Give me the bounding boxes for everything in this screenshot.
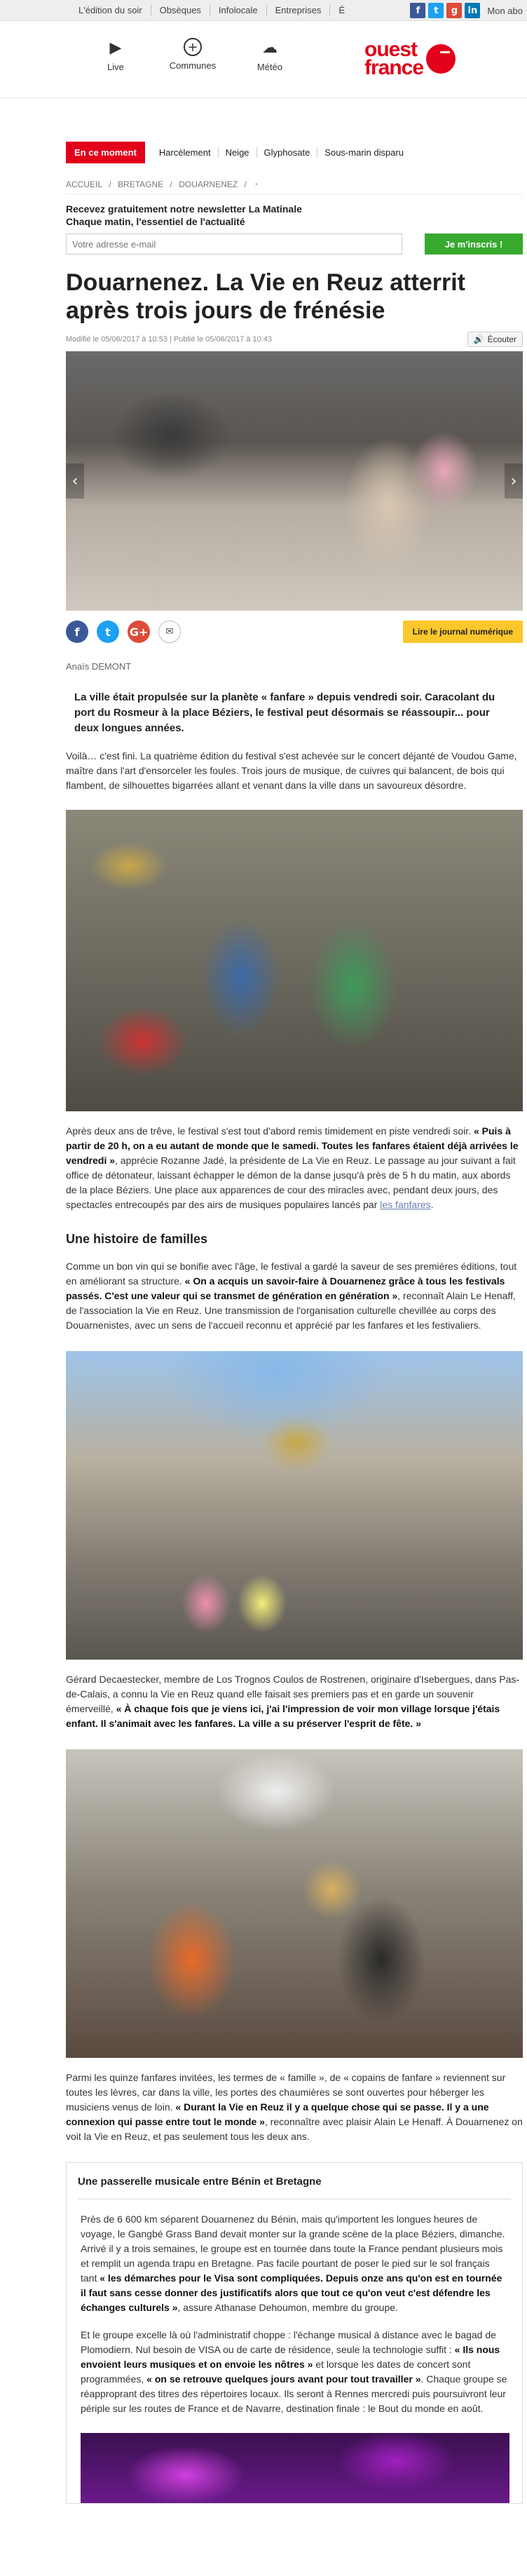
section-heading: Une histoire de familles xyxy=(66,1232,208,1246)
nav-live[interactable] xyxy=(91,38,140,72)
article-paragraph: Gérard Decaestecker, membre de Los Trognos Coulos de Rostrenen, originaire d'Isebergues, dans Pas-de-Calais, a connu la Vie en Reuz quand elle faisait ses premiers pas et en garde un souvenir émerveillé, « À chaque fois que je viens ici, j'ai l'impression de voir mon village lorsque j'étais enfant. Il s'animait avec les fanfares. La ville a su préserver l'esprit de fête. » xyxy=(66,1674,520,1729)
breadcrumb-sep: / xyxy=(244,179,247,189)
chevron-right-icon[interactable]: › xyxy=(505,463,523,499)
quote: « Puis à partir de 20 h, on a eu autant de monde que le samedi. Toutes les fanfares étaient déjà arrivées le vendredi » xyxy=(66,1125,519,1166)
googleplus-icon[interactable]: G+ xyxy=(128,621,150,643)
nav-communes-label: Communes xyxy=(169,60,217,71)
newsletter-signup xyxy=(66,203,523,255)
quote: « À chaque fois que je viens ici, j'ai l'impression de voir mon village lorsque j'étais enfant. Il s'animait avec les fanfares. La ville a su préserver l'esprit de fête. » xyxy=(66,1703,500,1729)
listen-label: Écouter xyxy=(487,334,516,344)
quote: « Ils nous envoient leurs musiques et on envoie les nôtres » xyxy=(81,2344,500,2370)
main-photo-carousel[interactable] xyxy=(66,351,523,611)
share-row xyxy=(66,621,523,643)
article-author[interactable]: Anaïs DEMONT xyxy=(66,661,132,672)
breadcrumb-douarnenez[interactable]: DOUARNENEZ xyxy=(179,179,238,189)
top-links xyxy=(70,5,353,15)
article-photo xyxy=(66,810,523,1111)
article-meta xyxy=(66,332,523,347)
inset-paragraph: Et le groupe excelle là où l'administratif choppe : l'échange musical à distance avec le bagad de Plomodiern. Nul besoin de VISA ou de carte de résidence, seule la technologie suffit : « Ils nous envoient leurs musiques et on envoie les nôtres » et lorsque les dates de concert sont programmées, « on se retrouve quelques jours avant pour tout travailler ». Chaque groupe se réapproprant des titres des répertoires locaux. Ils seront à Rennes mercredi puis poursuivront leur périple sur les routes de France et de Navarre, destination finale : le Bout du monde en août. xyxy=(81,2329,507,2414)
twitter-icon[interactable]: t xyxy=(428,3,444,18)
facebook-icon[interactable]: f xyxy=(66,621,88,643)
newsletter-subscribe-button[interactable]: Je m'inscris ! xyxy=(425,233,523,255)
trending-item[interactable]: Glyphosate xyxy=(257,147,318,158)
breadcrumb-home[interactable]: ACCUEIL xyxy=(66,179,103,189)
article-title: Douarnenez. La Vie en Reuz atterrit après trois jours de frénésie xyxy=(66,269,465,324)
nav-meteo-label: Météo xyxy=(256,62,283,72)
inset-photo xyxy=(81,2433,509,2503)
newsletter-subtitle: Chaque matin, l'essentiel de l'actualité xyxy=(66,216,245,227)
trending-item[interactable]: Harcèlement xyxy=(152,147,219,158)
speaker-icon: 🔊 xyxy=(473,334,484,344)
weather-icon: ☁ xyxy=(262,39,278,57)
nav-meteo[interactable] xyxy=(245,38,294,72)
trending-bar xyxy=(66,140,500,164)
article-paragraph: Parmi les quinze fanfares invitées, les termes de « famille », de « copains de fanfare » reviennent sur toutes les lèvres, car dans la ville, les portes des chaumières se sont ouvertes pour héberger les musiciens venus de loin. « Durant la Vie en Reuz il y a quelque chose qui se passe. Il y a une connexion qui passe entre tout le monde », reconnaître avec plaisir Alain Le Henaff. À Douarnenez on voit la Vie en Reuz, et pas seulement tous les deux ans. xyxy=(66,2072,523,2142)
article-photo xyxy=(66,1351,523,1660)
breadcrumb xyxy=(66,179,523,194)
trending-item[interactable]: Sous-marin disparu xyxy=(324,147,404,158)
twitter-icon[interactable]: t xyxy=(97,621,119,643)
listen-button[interactable] xyxy=(467,332,523,347)
top-link-entreprises[interactable]: Entreprises xyxy=(267,5,331,15)
article-paragraph: Comme un bon vin qui se bonifie avec l'âge, le festival a gardé la saveur de ses premières éditions, tout en améliorant sa structure. « On a acquis un savoir-faire à Douarnenez grâce à tous les festivals passés. C'est une valeur qui se transmet de génération en génération », reconnaît Alain Le Henaff, de l'association la Vie en Reuz. Une transmission de l'organisation culturelle chevillée au corps des Douarnenistes, avec un sens de l'accueil reconnu et apprécié par les fanfares et les festivaliers. xyxy=(66,1261,517,1331)
article-dates: Modifié le 05/06/2017 à 10:53 | Publié le 05/06/2017 à 10:43 xyxy=(66,335,272,344)
live-icon: ▶ xyxy=(109,39,122,57)
quote: « on se retrouve quelques jours avant pour tout travailler » xyxy=(146,2373,421,2385)
fanfares-link[interactable]: les fanfares xyxy=(380,1199,431,1210)
nav-communes[interactable] xyxy=(168,38,217,72)
facebook-icon[interactable]: f xyxy=(410,3,425,18)
main-content xyxy=(66,179,523,2504)
logo-text: ouest france xyxy=(364,38,424,79)
article-lede: La ville était propulsée sur la planète « fanfare » depuis vendredi soir. Caracolant du port du Rosmeur à la place Béziers, le festival peut désormais se réassoupir... pour deux longues années. xyxy=(74,691,495,734)
trending-item[interactable]: Neige xyxy=(219,147,257,158)
breadcrumb-sep: / xyxy=(170,179,172,189)
quote: « les démarches pour le Visa sont compliquées. Depuis onze ans qu'on est en tournée il faut sans cesse donner des justificatifs alors que tout ce qu'on veut c'est défendre les échanges culturels » xyxy=(81,2272,502,2313)
digital-edition-button[interactable]: Lire le journal numérique xyxy=(403,621,523,643)
googleplus-icon[interactable]: g xyxy=(446,3,462,18)
rss-icon[interactable]: ◔ xyxy=(253,179,259,189)
newsletter-email-input[interactable] xyxy=(66,233,402,255)
nav-live-label: Live xyxy=(107,62,124,72)
top-link-edition-soir[interactable]: L'édition du soir xyxy=(70,5,151,15)
top-link-infolocale[interactable]: Infolocale xyxy=(210,5,267,15)
newsletter-title: Recevez gratuitement notre newsletter La Matinale xyxy=(66,203,302,215)
article-paragraph: Après deux ans de trêve, le festival s'est tout d'abord remis timidement en piste vendredi soir. « Puis à partir de 20 h, on a eu autant de monde que le samedi. Toutes les fanfares étaient déjà arrivées le vendredi », apprécie Rozanne Jadé, la présidente de La Vie en Reuz. Le passage au jour suivant a fait office de détonateur, laissant échapper le démon de la danse jusqu'à près de 5 h du matin, aux abords de la place Béziers. Une place aux apparences de cour des miracles avec, pendant deux jours, des spectacles entrecoupés par des airs de musiques populaires lancés par les fanfares. xyxy=(66,1125,519,1210)
article-paragraph: Voilà… c'est fini. La quatrième édition du festival s'est achevée sur le concert déjanté de Voudou Game, maître dans l'art d'ensorceler les foules. Trois jours de musique, de cuivres qui balancent, de bois qui flambent, de silhouettes bigarrées allant et venant dans la ville dans un savoureux désordre. xyxy=(66,750,517,791)
header-nav xyxy=(91,38,294,72)
article-photo xyxy=(66,1749,523,2058)
plus-circle-icon: + xyxy=(184,38,202,56)
quote: « Durant la Vie en Reuz il y a quelque chose qui se passe. Il y a une connexion qui passe entre tout le monde » xyxy=(66,2101,489,2127)
trending-badge: En ce moment xyxy=(66,142,145,163)
inset-box-title: Une passerelle musicale entre Bénin et Bretagne xyxy=(78,2176,511,2199)
top-bar-right xyxy=(406,0,527,21)
inset-paragraph: Près de 6 600 km séparent Douarnenez du Bénin, mais qu'importent les longues heures de voyage, le Gangbé Grass Band devait monter sur la grande scène de la place Béziers, dimanche. Arrivé il y a trois semaines, le groupe est en tournée dans toute la France pendant plusieurs mois et remplit un agenda trapu en Bretagne. Pas facile pourtant de poser le pied sur le sol français tant « les démarches pour le Visa sont compliquées. Depuis onze ans qu'on est en tournée il faut sans cesse donner des justificatifs alors que tout ce qu'on veut c'est défendre les échanges culturels », assure Athanase Dehoumon, membre du groupe. xyxy=(81,2214,505,2313)
linkedin-icon[interactable]: in xyxy=(465,3,480,18)
quote: « On a acquis un savoir-faire à Douarnenez grâce à tous les festivals passés. C'est une valeur qui se transmet de génération en génération » xyxy=(66,1275,505,1301)
breadcrumb-sep: / xyxy=(109,179,111,189)
top-bar xyxy=(0,0,527,21)
chevron-left-icon[interactable]: ‹ xyxy=(66,463,84,499)
top-link-truncated[interactable]: É xyxy=(338,5,345,15)
share-icons xyxy=(66,621,181,643)
inset-box xyxy=(66,2162,523,2504)
ouest-france-logo[interactable] xyxy=(364,38,456,79)
logo-mark-icon xyxy=(426,44,456,74)
account-link[interactable]: Mon abo xyxy=(487,5,523,16)
breadcrumb-bretagne[interactable]: BRETAGNE xyxy=(118,179,164,189)
top-link-obseques[interactable]: Obsèques xyxy=(151,5,210,15)
mail-icon[interactable]: ✉ xyxy=(158,621,181,643)
site-header xyxy=(0,21,527,98)
